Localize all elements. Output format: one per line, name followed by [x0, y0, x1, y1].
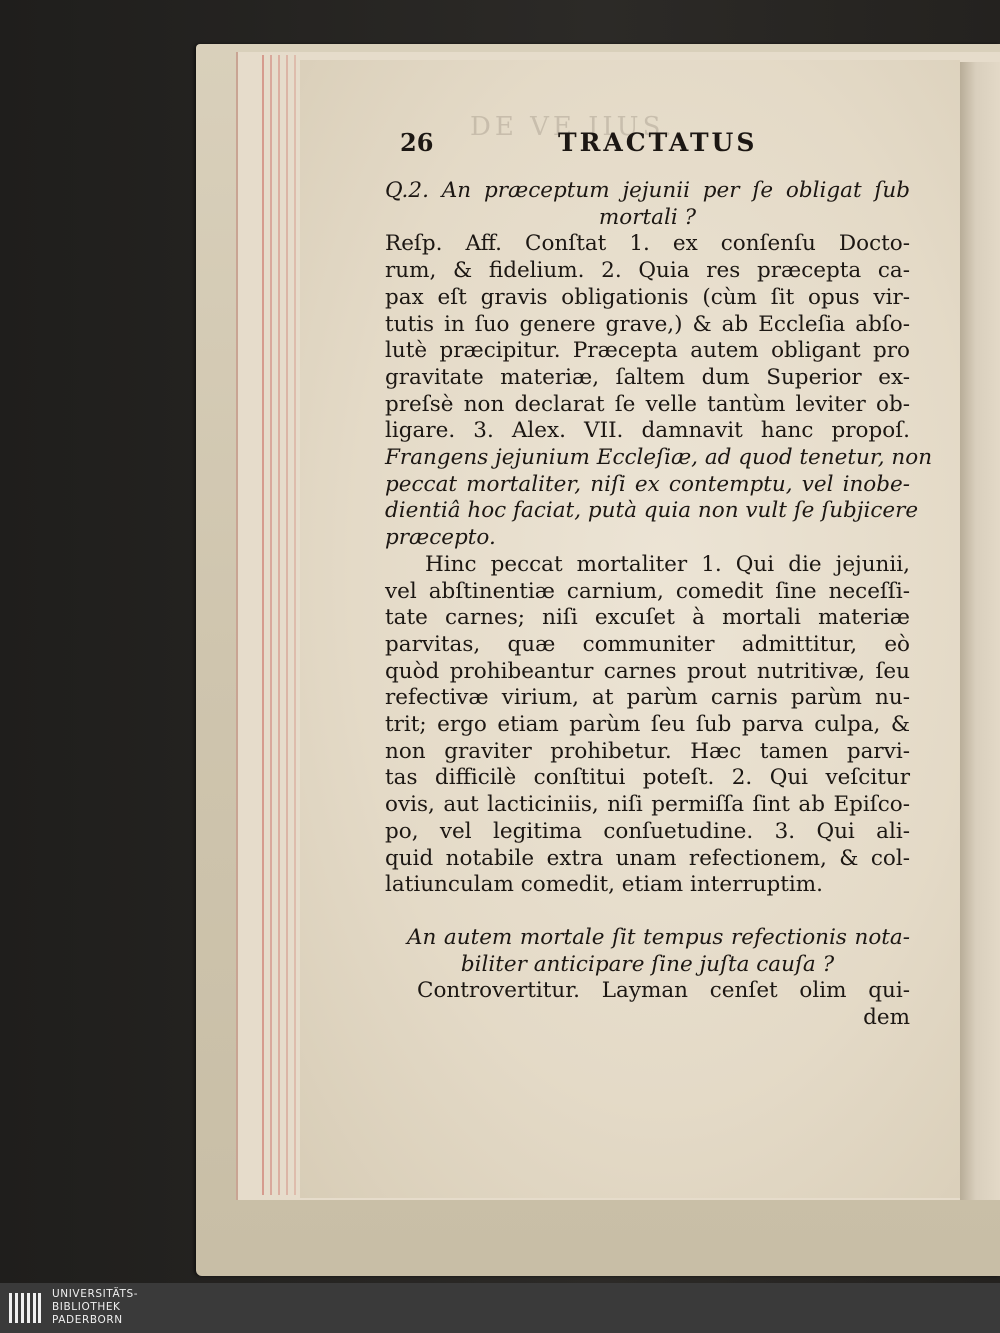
text-line: po, vel legitima conſuetudine. 3. Qui ali- [385, 818, 910, 844]
page-number: 26 [400, 128, 434, 157]
text-line: trit; ergo etiam parùm ſeu ſub parva culpa, & [385, 712, 910, 738]
text-line: refectivæ virium, at parùm carnis parùm nu- [385, 685, 910, 711]
library-logo-icon [8, 1289, 42, 1327]
page-edge [278, 55, 280, 1195]
text-line: rum, & fidelium. 2. Quia res præcepta ca- [385, 258, 910, 284]
catchword: dem [863, 1005, 910, 1031]
text-line: lutè præcipitur. Præcepta autem obligant pro [385, 338, 910, 364]
page-text [385, 178, 933, 1032]
text-line: quòd prohibeantur carnes prout nutritivæ, ſeu [385, 658, 910, 684]
paragraph-gap [385, 899, 910, 925]
library-name-line: PADERBORN [52, 1314, 123, 1326]
text-line: latiunculam comedit, etiam interruptim. [385, 872, 824, 898]
condemned-proposition: Frangens jejunium Eccleſiæ, ad quod tenetur, non [385, 445, 933, 471]
text-line: preſsè non declarat ſe velle tantùm leviter ob- [385, 391, 910, 417]
text-line: Controvertitur. Layman cenſet olim qui- [417, 978, 910, 1004]
text-line: vel abſtinentiæ carnium, comedit ſine neceſſi- [385, 578, 910, 604]
footer-bar [0, 1283, 1000, 1333]
text-line: gravitate materiæ, ſaltem dum Superior ex- [385, 364, 910, 390]
running-title: TRACTATUS [558, 128, 758, 157]
page-edge [294, 55, 296, 1195]
library-name-line: UNIVERSITÄTS- [52, 1288, 139, 1300]
bleed-through-text: DE VE IIUS. [470, 112, 676, 142]
text-line: tate carnes; niſi excuſet à mortali materiæ [385, 605, 910, 631]
condemned-proposition: dientiâ hoc faciat, putà quia non vult ſe ſubjicere [385, 498, 919, 524]
page-edge [270, 55, 272, 1195]
library-name-line: BIBLIOTHEK [52, 1301, 121, 1313]
text-line: tas difficilè conſtitui poteſt. 2. Qui veſcitur [385, 765, 910, 791]
question-heading: Q.2. An præceptum jejunii per ſe obligat ſub [385, 178, 910, 203]
text-line: Reſp. Aff. Conſtat 1. ex conſenſu Docto- [385, 231, 910, 257]
text-line: ovis, aut lacticiniis, niſi permiſſa ſint ab Epiſco- [385, 792, 910, 818]
page-edge [286, 55, 288, 1195]
text-line: ligare. 3. Alex. VII. damnavit hanc propoſ. [385, 418, 910, 444]
text-line: pax eſt gravis obligationis (cùm ſit opus vir- [385, 284, 910, 310]
page-edge [262, 55, 264, 1195]
page-header [400, 128, 780, 162]
text-line: Hinc peccat mortaliter 1. Qui die jejunii, [425, 551, 910, 577]
text-line: quid notabile extra unam refectionem, & col- [385, 845, 910, 871]
library-name [52, 1288, 138, 1327]
condemned-proposition: peccat mortaliter, niſi ex contemptu, vel inobe- [385, 471, 910, 497]
text-line: parvitas, quæ communiter admittitur, eò [385, 631, 910, 657]
condemned-proposition: præcepto. [385, 525, 496, 551]
question-heading-cont: mortali ? [598, 204, 697, 230]
subquestion-heading-cont: biliter anticipare ſine juſta cauſa ? [460, 951, 835, 977]
facing-page-edge [960, 62, 1000, 1200]
subquestion-heading: An autem mortale ſit tempus refectionis nota- [407, 924, 910, 950]
text-line: tutis in ſuo genere grave,) & ab Eccleſia abſo- [385, 311, 910, 337]
text-line: non graviter prohibetur. Hæc tamen parvi- [385, 738, 910, 764]
